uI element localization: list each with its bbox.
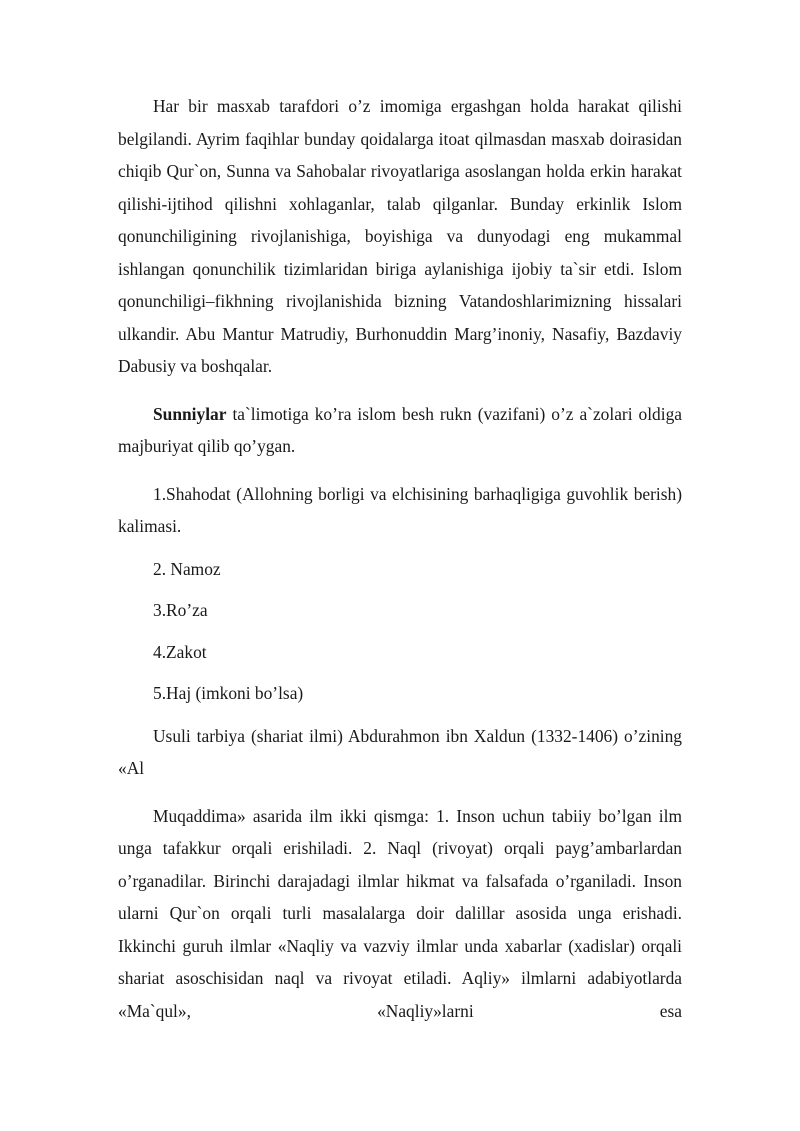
paragraph-muqaddima: Muqaddima» asarida ilm ikki qismga: 1. Inson uchun tabiiy bo’lgan ilm unga tafakkur orqali erishiladi. 2. Naql (rivoyat) orqali payg’ambarlardan o’rganadilar. Birinchi darajadagi ilmlar hikmat va falsafada o’rganiladi. Inson ularni Qur`on orqali turli masalalarga doir dalillar asosida unga erishadi. Ikkinchi guruh ilmlar «Naqliy va vazviy ilmlar unda xabarlar (xadislar) orqali shariat asoschisidan naql va rivoyat etiladi. Aqliy» ilmlarni adabiyotlarda «Ma`qul», «Naqliy»larni esa (118, 805, 682, 1021)
list-item-zakot: 4.Zakot (153, 641, 207, 662)
pillars-list (118, 553, 682, 710)
list-item-roza: 3.Ro’za (153, 600, 208, 620)
sunniylar-bold-term: Sunniylar (153, 403, 227, 424)
paragraph-masxab: Har bir masxab tarafdori o’z imomiga ergashgan holda harakat qilishi belgilandi. Ayrim faqihlar bunday qoidalarga itoat qilmasdan masxab doirasidan chiqib Qur`on, Sunna va Sahobalar rivoyatlariga asoslangan holda erkin harakat qilishi-ijtihod qilishni xohlaganlar, talab qilganlar. Bunday erkinlik Islom qonunchiligining rivojlanishiga, boyishiga va dunyodagi eng mukammal ishlangan qonunchilik tizimlaridan biriga aylanishiga ijobiy ta`sir etdi. Islom qonunchiligi–fikhning rivojlanishida bizning Vatandoshlarimizning hissalari ulkandir. Abu Mantur Matrudiy, Burhonuddin Marg’inoniy, Nasafiy, Bazdaviy Dabusiy va boshqalar. (118, 96, 682, 376)
list-item-namoz: 2. Namoz (153, 558, 221, 579)
sunniylar-text: ta`limotiga ko’ra islom besh rukn (vazifani) o’z a`zolari oldiga majburiyat qilib qo’ygan. (118, 403, 682, 456)
paragraph-usuli-tarbiya: Usuli tarbiya (shariat ilmi) Abdurahmon ibn Xaldun (1332-1406) o’zining «Al (118, 725, 682, 778)
list-item-haj: 5.Haj (imkoni bo’lsa) (153, 683, 304, 703)
paragraph-shahodat: 1.Shahodat (Allohning borligi va elchisining barhaqligiga guvohlik berish) kalimasi. (118, 483, 682, 536)
paragraph-sunniylar (118, 398, 682, 463)
document-page (118, 90, 682, 1027)
